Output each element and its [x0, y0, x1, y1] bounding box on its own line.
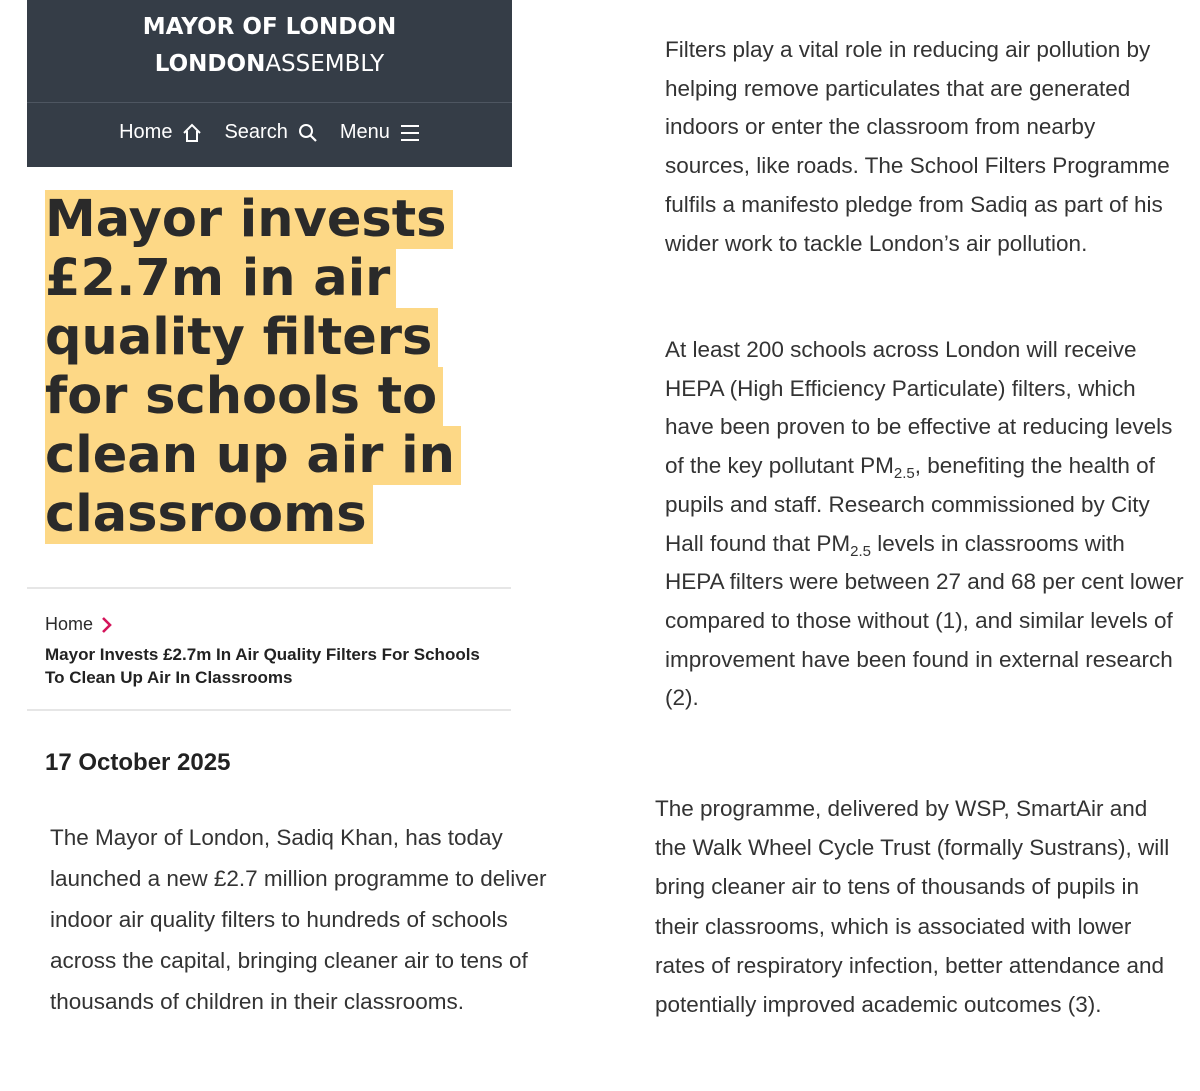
subscript: 2.5 — [893, 465, 915, 483]
article-intro: The Mayor of London, Sadiq Khan, has today launched a new £2.7 million programme to deliver indoor air quality filters to hundreds of schools across the capital, bringing cleaner air to tens of thousands of children in their classrooms. — [50, 825, 547, 1014]
main-nav — [27, 121, 512, 144]
hamburger-menu-icon — [400, 124, 420, 142]
nav-menu-button[interactable] — [340, 121, 420, 144]
article-paragraph-hepa — [665, 331, 1185, 718]
home-icon — [182, 123, 202, 143]
title-line — [45, 308, 485, 367]
page-title — [45, 190, 485, 544]
title-line — [45, 485, 485, 544]
publish-date: 17 October 2025 — [45, 749, 231, 776]
title-line-text: £2.7m in air — [45, 249, 396, 308]
text-segment: , benefiting the health of pupils and staff. Research commissioned by City Hall found that PM — [665, 453, 1155, 556]
title-line-text: Mayor invests — [45, 190, 453, 249]
breadcrumb-home-label: Home — [45, 614, 94, 634]
divider — [27, 587, 511, 589]
title-line — [45, 426, 485, 485]
nav-home-button[interactable] — [119, 121, 202, 144]
breadcrumb-home-link[interactable] — [45, 614, 113, 635]
title-line-text: classrooms — [45, 485, 373, 544]
brand-light-part: ASSEMBLY — [265, 51, 385, 77]
nav-menu-label: Menu — [339, 121, 390, 143]
title-line-text: quality filters — [45, 308, 438, 367]
title-line — [45, 249, 485, 308]
nav-home-label: Home — [119, 121, 173, 143]
mayor-of-london-logo[interactable]: MAYOR OF LONDON — [142, 14, 397, 40]
text-segment: levels in classrooms with HEPA filters were between 27 and 68 per cent lower compared to those without (1), and similar levels of improvement have been found in external research (2). — [665, 530, 1184, 711]
london-assembly-logo[interactable] — [27, 51, 512, 77]
title-line-text: clean up air in — [45, 426, 461, 485]
site-header — [27, 0, 512, 167]
nav-search-label: Search — [224, 121, 288, 143]
breadcrumb-current: Mayor Invests £2.7m In Air Quality Filters For Schools To Clean Up Air In Classrooms — [45, 645, 480, 687]
header-divider — [27, 102, 512, 103]
article-paragraph-filters: Filters play a vital role in reducing air pollution by helping remove particulates that are generated indoors or enter the classroom from nearby sources, like roads. The School Filters Programme fulfils a manifesto pledge from Sadiq as part of his wider work to tackle London’s air pollution. — [665, 37, 1170, 256]
brand-bold-part: LONDON — [154, 51, 266, 77]
nav-search-button[interactable] — [224, 121, 317, 144]
chevron-right-icon — [101, 616, 113, 634]
divider — [27, 709, 511, 711]
subscript: 2.5 — [850, 542, 871, 560]
title-line — [45, 367, 485, 426]
text-segment: At least 200 schools across London will receive HEPA (High Efficiency Particulate) filters, which have been proven to be effective at reducing levels of the key pollutant PM — [665, 337, 1173, 479]
article-paragraph-programme: The programme, delivered by WSP, SmartAir and the Walk Wheel Cycle Trust (formally Sustrans), will bring cleaner air to tens of thousands of pupils in their classrooms, which is associated with lower rates of respiratory infection, better attendance and potentially improved academic outcomes (3). — [655, 796, 1170, 1018]
search-icon — [298, 123, 318, 143]
title-line — [45, 190, 485, 249]
title-line-text: for schools to — [45, 367, 443, 426]
